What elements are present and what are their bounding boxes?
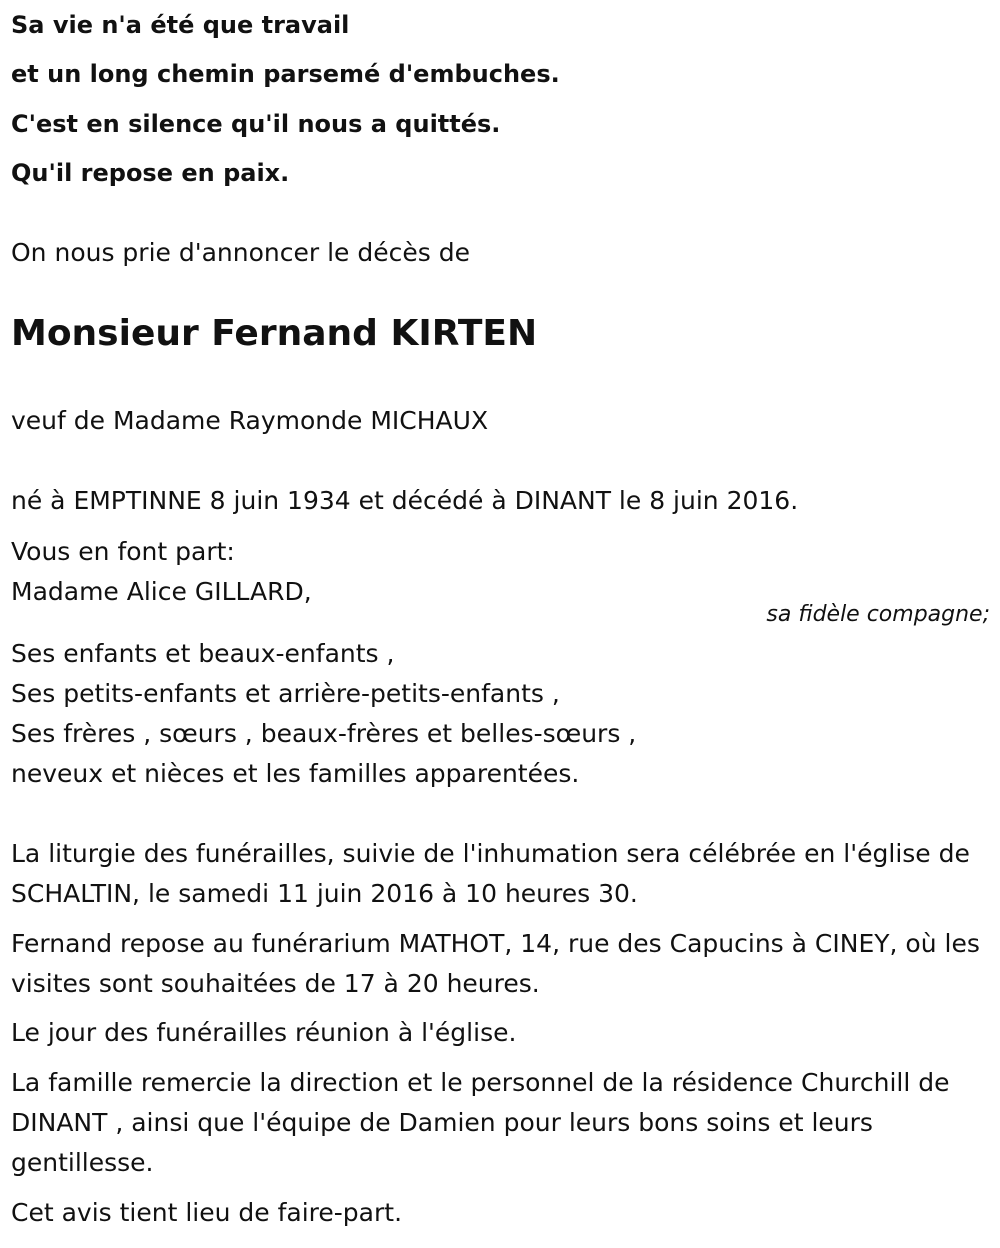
family-line-4: neveux et nièces et les familles apparentées.: [11, 759, 580, 788]
poem-line-1: Sa vie n'a été que travail: [11, 11, 350, 39]
funerarium-paragraph: Fernand repose au funérarium MATHOT, 14, rue des Capucins à CINEY, où les visites sont souhaitées de 17 à 20 heures.: [11, 929, 980, 998]
announcers-heading: Vous en font part:: [11, 537, 235, 566]
liturgy-paragraph: La liturgie des funérailles, suivie de l'inhumation sera célébrée en l'église de SCHALTIN, le samedi 11 juin 2016 à 10 heures 30.: [11, 839, 970, 908]
announcement-intro: On nous prie d'annoncer le décès de: [11, 238, 470, 267]
family-line-3: Ses frères , sœurs , beaux-frères et belles-sœurs ,: [11, 719, 637, 748]
closing-paragraph: Cet avis tient lieu de faire-part.: [11, 1198, 403, 1227]
deceased-name: Monsieur Fernand KIRTEN: [11, 313, 538, 354]
poem-line-3: C'est en silence qu'il nous a quittés.: [11, 110, 501, 138]
companion-name: Madame Alice GILLARD,: [11, 577, 312, 606]
family-line-2: Ses petits-enfants et arrière-petits-enfants ,: [11, 679, 560, 708]
poem-line-4: Qu'il repose en paix.: [11, 159, 290, 187]
companion-role: sa fidèle compagne;: [766, 602, 990, 627]
thanks-paragraph: La famille remercie la direction et le personnel de la résidence Churchill de DINANT , ainsi que l'équipe de Damien pour leurs bons soins et leurs gentillesse.: [11, 1068, 950, 1177]
birth-death-line: né à EMPTINNE 8 juin 1934 et décédé à DINANT le 8 juin 2016.: [11, 486, 799, 515]
poem-line-2: et un long chemin parsemé d'embuches.: [11, 60, 560, 88]
family-line-1: Ses enfants et beaux-enfants ,: [11, 639, 395, 668]
meeting-paragraph: Le jour des funérailles réunion à l'église.: [11, 1018, 517, 1047]
widower-line: veuf de Madame Raymonde MICHAUX: [11, 406, 489, 435]
